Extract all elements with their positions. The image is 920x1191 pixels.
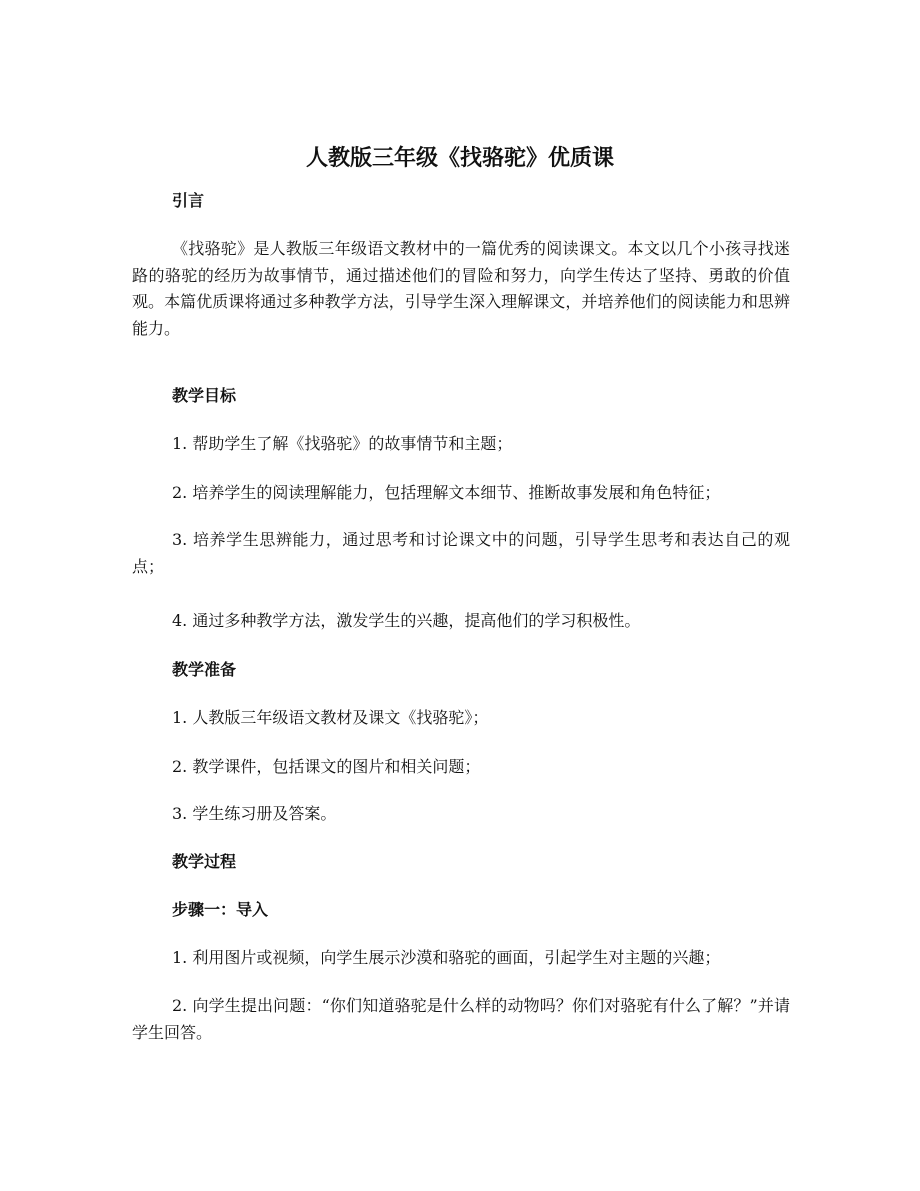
prep-item-1: 1. 人教版三年级语文教材及课文《找骆驼》； — [172, 708, 489, 727]
goal-item-1: 1. 帮助学生了解《找骆驼》的故事情节和主题； — [172, 434, 513, 453]
page-title: 人教版三年级《找骆驼》优质课 — [305, 146, 614, 171]
goal-item-3: 3. 培养学生思辨能力，通过思考和讨论课文中的问题，引导学生思考和表达自己的观点； — [132, 530, 790, 576]
heading-intro: 引言 — [172, 191, 205, 210]
heading-goals: 教学目标 — [172, 386, 237, 405]
heading-preparation: 教学准备 — [172, 660, 237, 679]
prep-item-3: 3. 学生练习册及答案。 — [172, 804, 337, 823]
goal-item-4: 4. 通过多种教学方法，激发学生的兴趣，提高他们的学习积极性。 — [172, 611, 641, 630]
heading-step-1: 步骤一：导入 — [172, 900, 269, 919]
heading-process: 教学过程 — [172, 852, 237, 871]
goal-item-2: 2. 培养学生的阅读理解能力，包括理解文本细节、推断故事发展和角色特征； — [172, 483, 721, 502]
step1-item-1: 1. 利用图片或视频，向学生展示沙漠和骆驼的画面，引起学生对主题的兴趣； — [172, 948, 721, 967]
intro-paragraph: 《找骆驼》是人教版三年级语文教材中的一篇优秀的阅读课文。本文以几个小孩寻找迷路的骆驼的经历为故事情节，通过描述他们的冒险和努力，向学生传达了坚持、勇敢的价值观。本篇优质课将通过多种教学方法，引导学生深入理解课文，并培养他们的阅读能力和思辨能力。 — [132, 239, 790, 338]
prep-item-2: 2. 教学课件，包括课文的图片和相关问题； — [172, 757, 481, 776]
step1-item-2: 2. 向学生提出问题：“你们知道骆驼是什么样的动物吗？你们对骆驼有什么了解？”并请学生回答。 — [132, 996, 790, 1042]
